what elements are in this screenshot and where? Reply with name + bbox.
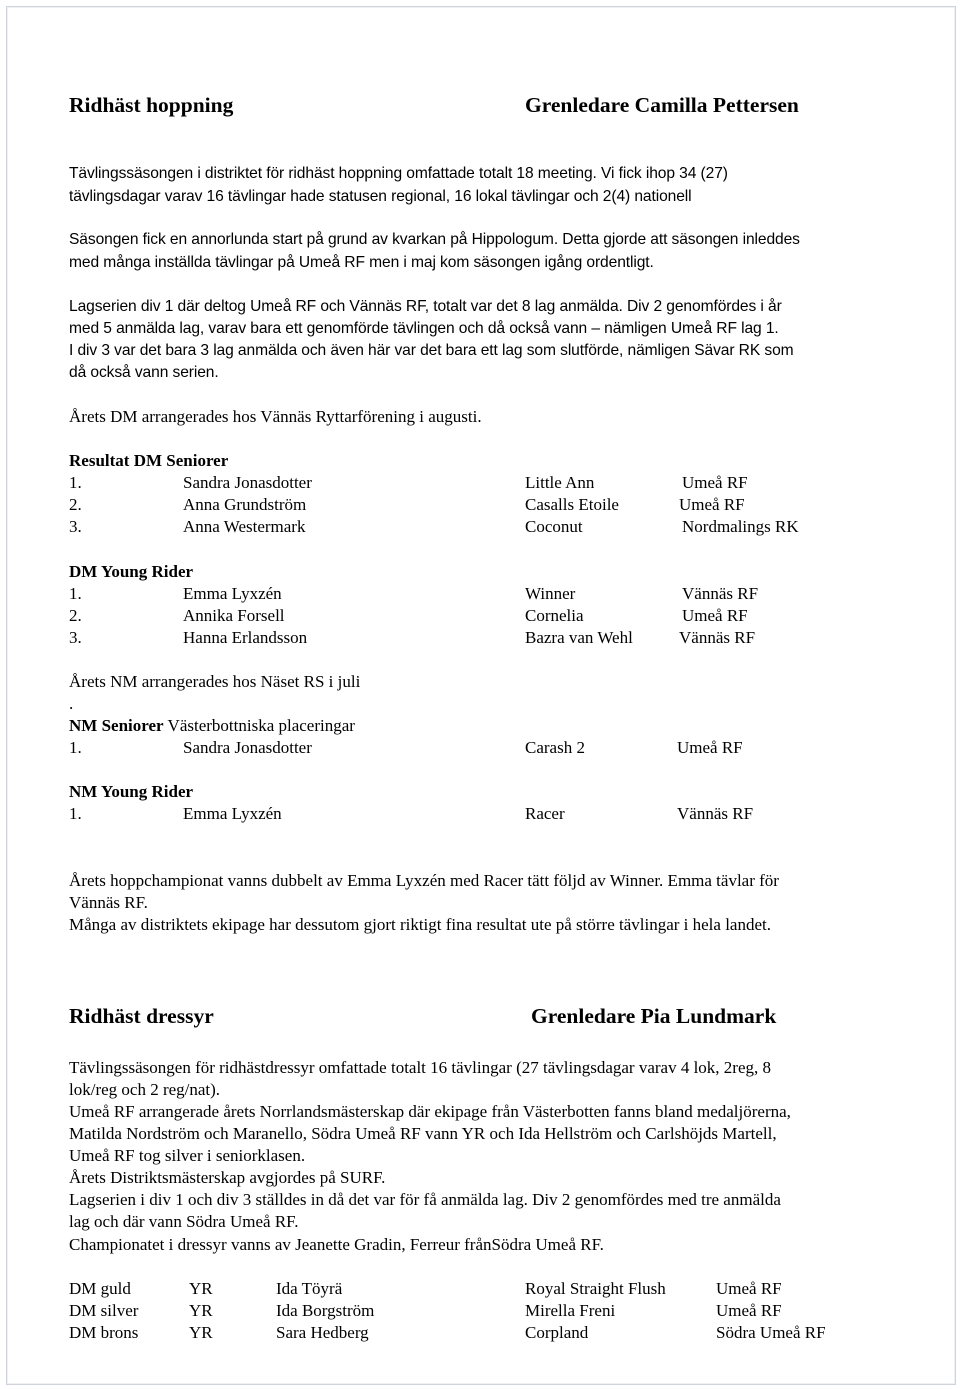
section-title-dressyr: Ridhäst dressyr <box>69 1004 214 1028</box>
dm-young-heading: DM Young Rider <box>69 562 194 581</box>
result-horse: Cornelia <box>525 606 584 625</box>
nm-young-heading: NM Young Rider <box>69 782 194 801</box>
nm-senior-suffix: Västerbottniska placeringar <box>163 716 355 735</box>
paragraph-line: Lagserien div 1 där deltog Umeå RF och Vännäs RF, totalt var det 8 lag anmälda. Div 2 genomfördes i år <box>69 298 782 315</box>
result-pos: 1. <box>69 738 82 757</box>
paragraph-line: Tävlingssäsongen för ridhästdressyr omfattade totalt 16 tävlingar (27 tävlingsdagar varav 4 lok, 2reg, 8 <box>69 1058 772 1077</box>
result-club: Umeå RF <box>682 473 748 492</box>
result-horse: Bazra van Wehl <box>525 628 633 647</box>
closing-line: Många av distriktets ekipage har dessutom gjort riktigt fina resultat ute på större tävlingar i hela landet. <box>69 915 771 934</box>
result-pos: 2. <box>69 495 82 514</box>
dm-class: YR <box>189 1279 213 1298</box>
nm-dot: . <box>69 694 74 713</box>
dm-horse: Royal Straight Flush <box>525 1279 666 1298</box>
paragraph-line: Säsongen fick en annorlunda start på grund av kvarkan på Hippologum. Detta gjorde att säsongen inleddes <box>69 231 800 248</box>
paragraph-line: lok/reg och 2 reg/nat). <box>69 1080 221 1099</box>
dm-rider: Sara Hedberg <box>276 1323 369 1342</box>
section-leader-dressyr: Grenledare Pia Lundmark <box>531 1004 777 1028</box>
paragraph-line: Årets Distriktsmästerskap avgjordes på SURF. <box>69 1168 386 1187</box>
dm-rider: Ida Töyrä <box>276 1279 343 1298</box>
result-pos: 3. <box>69 628 82 647</box>
result-horse: Racer <box>525 804 565 823</box>
result-horse: Casalls Etoile <box>525 495 619 514</box>
dm-club: Umeå RF <box>716 1301 782 1320</box>
result-club: Nordmalings RK <box>682 517 799 536</box>
dm-horse: Corpland <box>525 1323 589 1342</box>
result-rider: Sandra Jonasdotter <box>183 473 312 492</box>
paragraph-line: Umeå RF arrangerade årets Norrlandsmästerskap där ekipage från Västerbotten fanns bland medaljörerna, <box>69 1102 791 1121</box>
dm-horse: Mirella Freni <box>525 1301 616 1320</box>
nm-senior-heading-line <box>69 715 920 737</box>
result-horse: Coconut <box>525 517 583 536</box>
result-club: Vännäs RF <box>679 628 756 647</box>
paragraph-line: Umeå RF tog silver i seniorklasen. <box>69 1146 306 1165</box>
nm-text: Årets NM arrangerades hos Näset RS i juli <box>69 672 361 691</box>
result-rider: Anna Westermark <box>183 517 306 536</box>
closing-line: Årets hoppchampionat vanns dubbelt av Emma Lyxzén med Racer tätt följd av Winner. Emma tävlar för <box>69 871 779 890</box>
result-club: Umeå RF <box>679 495 745 514</box>
paragraph-line: Matilda Nordström och Maranello, Södra Umeå RF vann YR och Ida Hellström och Carlshöjds Martell, <box>69 1124 777 1143</box>
paragraph-line: med 5 anmälda lag, varav bara ett genomförde tävlingen och då också vann – nämligen Umeå RF lag 1. <box>69 320 779 337</box>
paragraph-line: Tävlingssäsongen i distriktet för ridhäst hoppning omfattade totalt 18 meeting. Vi fick ihop 34 (27) <box>69 165 728 182</box>
paragraph-line: Lagserien i div 1 och div 3 ställdes in då det var för få anmälda lag. Div 2 genomfördes med tre anmälda <box>69 1190 781 1209</box>
paragraph-line: I div 3 var det bara 3 lag anmälda och även här var det bara ett lag som slutförde, nämligen Sävar RK som <box>69 342 794 359</box>
result-rider: Emma Lyxzén <box>183 584 282 603</box>
dm-medal: DM brons <box>69 1323 139 1342</box>
result-pos: 3. <box>69 517 82 536</box>
dm-class: YR <box>189 1301 213 1320</box>
dm-club: Umeå RF <box>716 1279 782 1298</box>
result-rider: Emma Lyxzén <box>183 804 282 823</box>
paragraph-line: med många inställda tävlingar på Umeå RF men i maj kom säsongen igång ordentligt. <box>69 254 654 271</box>
result-rider: Hanna Erlandsson <box>183 628 308 647</box>
result-club: Umeå RF <box>677 738 743 757</box>
result-club: Vännäs RF <box>677 804 754 823</box>
dm-medal: DM silver <box>69 1301 139 1320</box>
dm-text: Årets DM arrangerades hos Vännäs Ryttarförening i augusti. <box>69 407 482 426</box>
closing-line: Vännäs RF. <box>69 893 148 912</box>
section-leader-hoppning: Grenledare Camilla Pettersen <box>525 93 799 117</box>
result-pos: 1. <box>69 804 82 823</box>
result-pos: 1. <box>69 473 82 492</box>
dm-rider: Ida Borgström <box>276 1301 375 1320</box>
paragraph-line: tävlingsdagar varav 16 tävlingar hade statusen regional, 16 lokal tävlingar och 2(4) nationell <box>69 188 692 205</box>
result-club: Umeå RF <box>682 606 748 625</box>
dm-club: Södra Umeå RF <box>716 1323 826 1342</box>
dm-senior-heading: Resultat DM Seniorer <box>69 451 229 470</box>
dm-medal: DM guld <box>69 1279 131 1298</box>
result-horse: Winner <box>525 584 576 603</box>
result-rider: Sandra Jonasdotter <box>183 738 312 757</box>
paragraph-line: lag och där vann Södra Umeå RF. <box>69 1212 299 1231</box>
paragraph-line: då också vann serien. <box>69 364 219 381</box>
dm-class: YR <box>189 1323 213 1342</box>
result-club: Vännäs RF <box>682 584 759 603</box>
section-title-hoppning: Ridhäst hoppning <box>69 93 234 117</box>
result-horse: Carash 2 <box>525 738 585 757</box>
result-pos: 2. <box>69 606 82 625</box>
result-horse: Little Ann <box>525 473 595 492</box>
paragraph-line: Championatet i dressyr vanns av Jeanette Gradin, Ferreur frånSödra Umeå RF. <box>69 1235 604 1254</box>
result-rider: Annika Forsell <box>183 606 285 625</box>
result-rider: Anna Grundström <box>183 495 307 514</box>
nm-senior-heading: NM Seniorer <box>69 716 164 735</box>
result-pos: 1. <box>69 584 82 603</box>
